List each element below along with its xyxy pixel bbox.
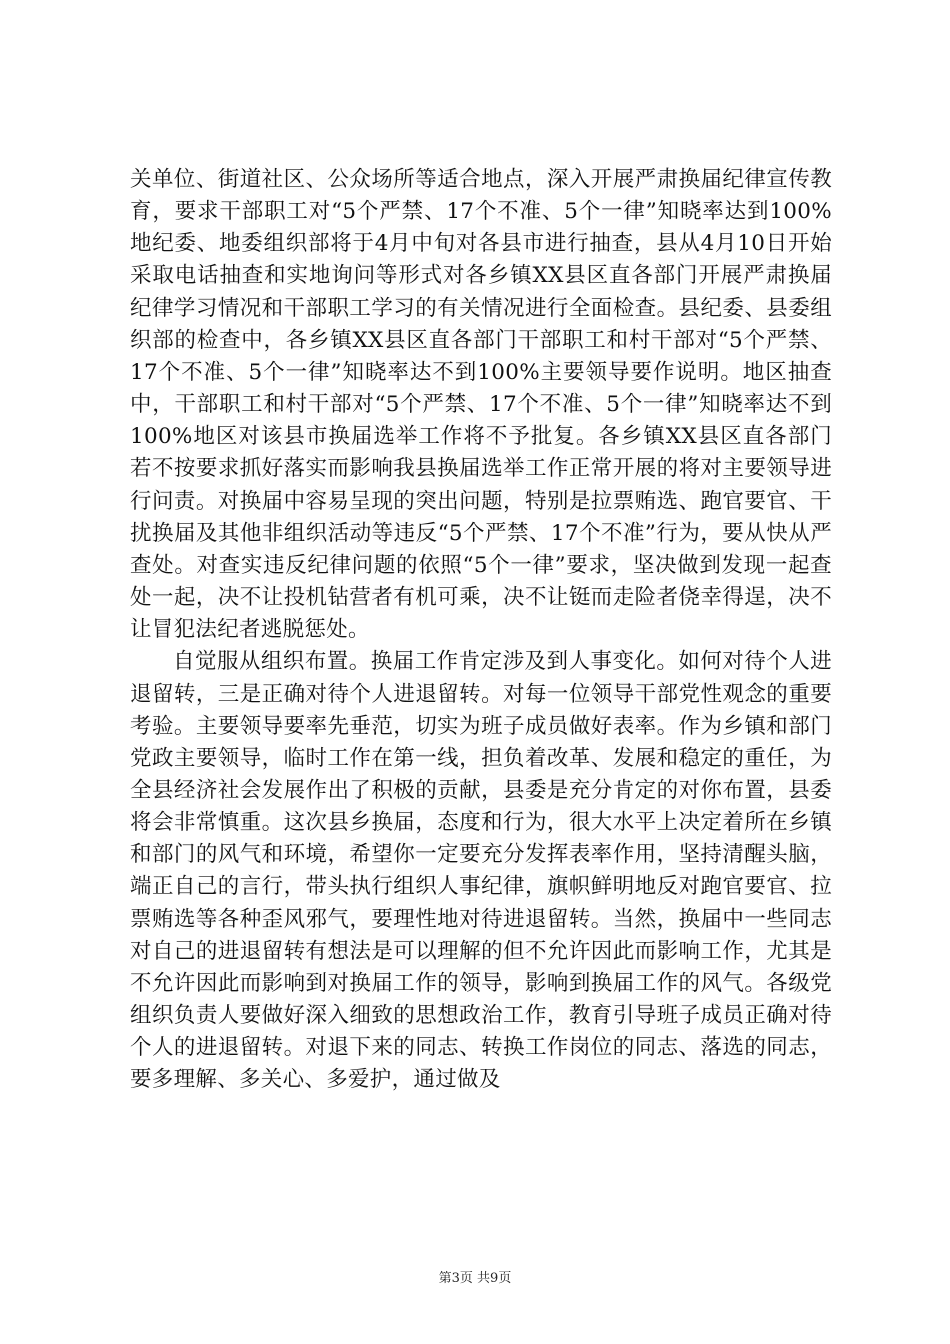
- paragraph-discipline-education: 关单位、街道社区、公众场所等适合地点，深入开展严肃换届纪律宣传教育，要求干部职工对“5个严禁、17个不准、5个一律”知晓率达到100%地纪委、地委组织部将于4月中旬对各县市进行抽查，县从4月10日开始采取电话抽查和实地询问等形式对各乡镇XX县区直各部门开展严肃换届纪律学习情况和干部职工学习的有关情况进行全面检查。县纪委、县委组织部的检查中，各乡镇XX县区直各部门干部职工和村干部对“5个严禁、17个不准、5个一律”知晓率达不到100%主要领导要作说明。地区抽查中，干部职工和村干部对“5个严禁、17个不准、5个一律”知晓率达不到100%地区对该县市换届选举工作将不予批复。各乡镇XX县区直各部门若不按要求抓好落实而影响我县换届选举工作正常开展的将对主要领导进行问责。对换届中容易呈现的突出问题，特别是拉票贿选、跑官要官、干扰换届及其他非组织活动等违反“5个严禁、17个不准”行为，要从快从严查处。对查实违反纪律问题的依照“5个一律”要求，坚决做到发现一起查处一起，决不让投机钻营者有机可乘，决不让铤而走险者侥幸得逞，决不让冒犯法纪者逃脱惩处。: [130, 167, 832, 643]
- page-number-footer: 第3页 共9页: [438, 1271, 512, 1286]
- paragraph-obey-organization: 自觉服从组织布置。换届工作肯定涉及到人事变化。如何对待个人进退留转，三是正确对待个人进退留转。对每一位领导干部党性观念的重要考验。主要领导要率先垂范，切实为班子成员做好表率。作为乡镇和部门党政主要领导，临时工作在第一线，担负着改革、发展和稳定的重任，为全县经济社会发展作出了积极的贡献，县委是充分肯定的对你布置，县委将会非常慎重。这次县乡换届，态度和行为，很大水平上决定着所在乡镇和部门的风气和环境，希望你一定要充分发挥表率作用，坚持清醒头脑，端正自己的言行，带头执行组织人事纪律，旗帜鲜明地反对跑官要官、拉票贿选等各种歪风邪气，要理性地对待进退留转。当然，换届中一些同志对自己的进退留转有想法是可以理解的但不允许因此而影响工作，尤其是不允许因此而影响到对换届工作的领导，影响到换届工作的风气。各级党组织负责人要做好深入细致的思想政治工作，教育引导班子成员正确对待个人的进退留转。对退下来的同志、转换工作岗位的同志、落选的同志，要多理解、多关心、多爱护，通过做及: [130, 649, 832, 1093]
- document-body: [130, 164, 832, 1097]
